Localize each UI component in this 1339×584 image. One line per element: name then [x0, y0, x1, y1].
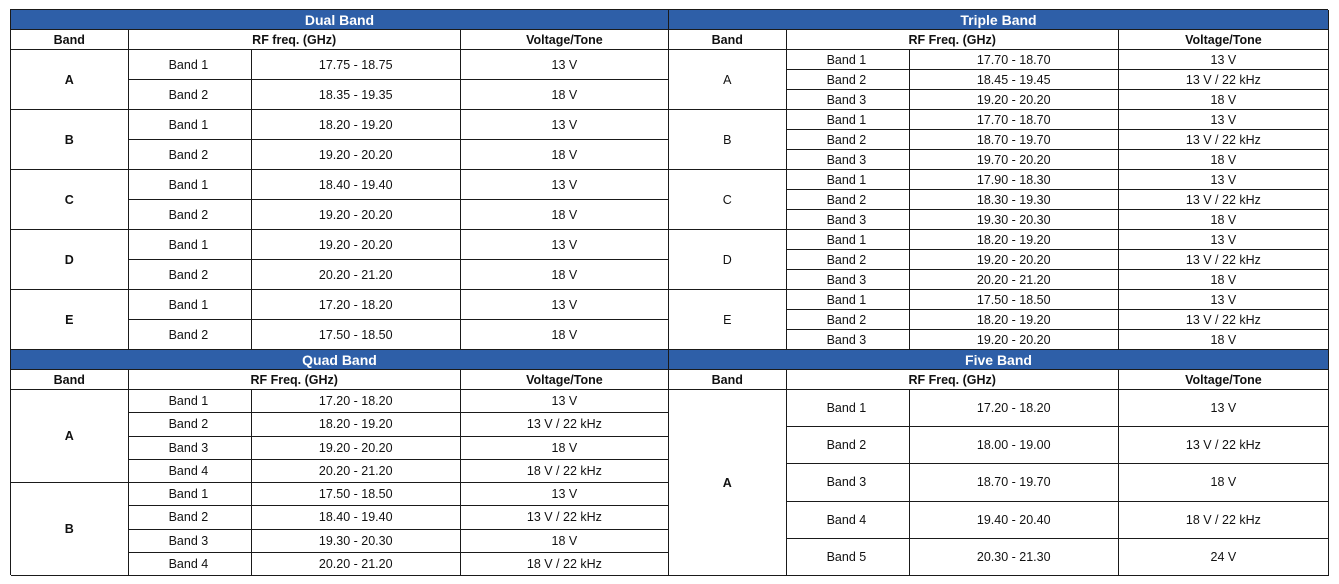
- sub-band-label: Band 1: [128, 483, 251, 506]
- band-group-label: D: [11, 230, 128, 290]
- table-row: [669, 390, 1329, 427]
- sub-band-label: Band 2: [128, 506, 251, 529]
- column-header-voltage-tone: Voltage/Tone: [1118, 30, 1328, 50]
- triple-band-panel: [669, 10, 1329, 350]
- band-group-label: D: [669, 230, 786, 290]
- table-row: [11, 290, 669, 320]
- table-row: [669, 170, 1329, 190]
- voltage-tone-value: 13 V: [460, 290, 668, 320]
- table-row: [669, 50, 1329, 70]
- column-header-voltage-tone: Voltage/Tone: [1118, 370, 1328, 390]
- rf-frequency-range: 17.20 - 18.20: [251, 290, 460, 320]
- voltage-tone-value: 18 V: [1118, 90, 1328, 110]
- sub-band-label: Band 3: [786, 330, 909, 350]
- rf-frequency-range: 17.90 - 18.30: [909, 170, 1118, 190]
- column-header-band: Band: [669, 30, 786, 50]
- voltage-tone-value: 13 V: [460, 110, 668, 140]
- voltage-tone-value: 18 V: [1118, 330, 1328, 350]
- sub-band-label: Band 4: [128, 459, 251, 482]
- sub-band-label: Band 2: [786, 250, 909, 270]
- sub-band-label: Band 2: [128, 413, 251, 436]
- rf-frequency-range: 17.50 - 18.50: [909, 290, 1118, 310]
- sub-band-label: Band 1: [128, 290, 251, 320]
- rf-frequency-range: 17.50 - 18.50: [251, 483, 460, 506]
- voltage-tone-value: 18 V: [460, 140, 668, 170]
- voltage-tone-value: 18 V: [460, 320, 668, 350]
- voltage-tone-value: 24 V: [1118, 538, 1328, 575]
- rf-frequency-range: 19.30 - 20.30: [909, 210, 1118, 230]
- band-group-label: C: [669, 170, 786, 230]
- rf-frequency-range: 17.50 - 18.50: [251, 320, 460, 350]
- voltage-tone-value: 13 V / 22 kHz: [1118, 130, 1328, 150]
- column-header-voltage-tone: Voltage/Tone: [460, 370, 668, 390]
- voltage-tone-value: 18 V: [1118, 150, 1328, 170]
- rf-frequency-range: 17.70 - 18.70: [909, 110, 1118, 130]
- voltage-tone-value: 13 V / 22 kHz: [1118, 427, 1328, 464]
- band-table: [669, 350, 1329, 576]
- band-group-label: B: [11, 483, 128, 576]
- rf-frequency-range: 19.20 - 20.20: [251, 200, 460, 230]
- rf-frequency-range: 19.20 - 20.20: [251, 230, 460, 260]
- sub-band-label: Band 4: [786, 501, 909, 538]
- sub-band-label: Band 2: [128, 140, 251, 170]
- sub-band-label: Band 5: [786, 538, 909, 575]
- voltage-tone-value: 13 V: [460, 483, 668, 506]
- sub-band-label: Band 1: [128, 230, 251, 260]
- sub-band-label: Band 3: [786, 90, 909, 110]
- voltage-tone-value: 18 V: [460, 436, 668, 459]
- band-group-label: A: [11, 50, 128, 110]
- table-row: [11, 50, 669, 80]
- voltage-tone-value: 13 V: [1118, 110, 1328, 130]
- table-title: Quad Band: [11, 350, 669, 370]
- rf-frequency-range: 18.40 - 19.40: [251, 170, 460, 200]
- rf-frequency-range: 19.40 - 20.40: [909, 501, 1118, 538]
- table-row: [11, 110, 669, 140]
- rf-frequency-range: 19.30 - 20.30: [251, 529, 460, 552]
- column-header-rf-freq: RF freq. (GHz): [128, 30, 460, 50]
- column-header-rf-freq: RF Freq. (GHz): [786, 30, 1118, 50]
- rf-frequency-range: 18.20 - 19.20: [909, 230, 1118, 250]
- voltage-tone-value: 13 V: [1118, 50, 1328, 70]
- sub-band-label: Band 4: [128, 552, 251, 575]
- table-row: [11, 230, 669, 260]
- voltage-tone-value: 13 V: [460, 390, 668, 413]
- voltage-tone-value: 13 V / 22 kHz: [1118, 250, 1328, 270]
- rf-frequency-range: 20.20 - 21.20: [251, 260, 460, 290]
- table-title: Dual Band: [11, 10, 669, 30]
- rf-frequency-range: 17.20 - 18.20: [251, 390, 460, 413]
- table-title: Five Band: [669, 350, 1329, 370]
- dual-band-panel: [11, 10, 669, 350]
- voltage-tone-value: 18 V: [460, 529, 668, 552]
- rf-frequency-range: 18.00 - 19.00: [909, 427, 1118, 464]
- table-row: [669, 230, 1329, 250]
- sub-band-label: Band 1: [786, 230, 909, 250]
- sub-band-label: Band 3: [786, 210, 909, 230]
- column-header-rf-freq: RF Freq. (GHz): [786, 370, 1118, 390]
- voltage-tone-value: 13 V / 22 kHz: [1118, 190, 1328, 210]
- voltage-tone-value: 13 V / 22 kHz: [1118, 70, 1328, 90]
- rf-frequency-range: 19.20 - 20.20: [251, 140, 460, 170]
- sub-band-label: Band 2: [786, 70, 909, 90]
- rf-frequency-range: 17.20 - 18.20: [909, 390, 1118, 427]
- voltage-tone-value: 18 V: [1118, 210, 1328, 230]
- rf-frequency-range: 18.35 - 19.35: [251, 80, 460, 110]
- rf-frequency-range: 17.75 - 18.75: [251, 50, 460, 80]
- sub-band-label: Band 1: [786, 50, 909, 70]
- table-title: Triple Band: [669, 10, 1329, 30]
- voltage-tone-value: 18 V: [460, 80, 668, 110]
- band-group-label: A: [669, 390, 786, 576]
- table-row: [11, 483, 669, 506]
- voltage-tone-value: 18 V / 22 kHz: [1118, 501, 1328, 538]
- column-header-voltage-tone: Voltage/Tone: [460, 30, 668, 50]
- voltage-tone-value: 13 V / 22 kHz: [460, 506, 668, 529]
- rf-frequency-range: 18.40 - 19.40: [251, 506, 460, 529]
- sub-band-label: Band 3: [128, 529, 251, 552]
- table-row: [11, 170, 669, 200]
- rf-frequency-range: 20.20 - 21.20: [251, 552, 460, 575]
- sub-band-label: Band 3: [786, 150, 909, 170]
- sub-band-label: Band 2: [128, 200, 251, 230]
- sub-band-label: Band 3: [786, 270, 909, 290]
- sub-band-label: Band 1: [128, 110, 251, 140]
- table-row: [669, 290, 1329, 310]
- sub-band-label: Band 1: [128, 170, 251, 200]
- band-group-label: A: [669, 50, 786, 110]
- sub-band-label: Band 2: [786, 190, 909, 210]
- voltage-tone-value: 13 V: [460, 170, 668, 200]
- band-group-label: A: [11, 390, 128, 483]
- voltage-tone-value: 13 V: [1118, 290, 1328, 310]
- rf-frequency-range: 19.20 - 20.20: [251, 436, 460, 459]
- sub-band-label: Band 1: [128, 50, 251, 80]
- band-group-label: E: [11, 290, 128, 350]
- sub-band-label: Band 2: [786, 310, 909, 330]
- sub-band-label: Band 1: [128, 390, 251, 413]
- rf-frequency-range: 20.30 - 21.30: [909, 538, 1118, 575]
- voltage-tone-value: 13 V / 22 kHz: [1118, 310, 1328, 330]
- voltage-tone-value: 13 V: [1118, 170, 1328, 190]
- band-group-label: E: [669, 290, 786, 350]
- voltage-tone-value: 18 V: [460, 260, 668, 290]
- rf-frequency-range: 18.45 - 19.45: [909, 70, 1118, 90]
- sub-band-label: Band 1: [786, 170, 909, 190]
- voltage-tone-value: 18 V / 22 kHz: [460, 552, 668, 575]
- sub-band-label: Band 1: [786, 110, 909, 130]
- sub-band-label: Band 3: [786, 464, 909, 501]
- rf-frequency-range: 19.20 - 20.20: [909, 250, 1118, 270]
- rf-frequency-range: 18.20 - 19.20: [251, 413, 460, 436]
- column-header-rf-freq: RF Freq. (GHz): [128, 370, 460, 390]
- rf-frequency-range: 18.20 - 19.20: [909, 310, 1118, 330]
- voltage-tone-value: 13 V: [460, 50, 668, 80]
- band-table: [11, 350, 669, 576]
- band-table: [669, 10, 1329, 350]
- rf-frequency-range: 17.70 - 18.70: [909, 50, 1118, 70]
- voltage-tone-value: 13 V: [460, 230, 668, 260]
- table-row: [11, 390, 669, 413]
- voltage-tone-value: 13 V: [1118, 390, 1328, 427]
- sub-band-label: Band 1: [786, 390, 909, 427]
- voltage-tone-value: 18 V: [1118, 270, 1328, 290]
- column-header-band: Band: [11, 370, 128, 390]
- band-group-label: B: [11, 110, 128, 170]
- rf-frequency-range: 20.20 - 21.20: [909, 270, 1118, 290]
- rf-frequency-range: 18.70 - 19.70: [909, 130, 1118, 150]
- column-header-band: Band: [669, 370, 786, 390]
- voltage-tone-value: 13 V: [1118, 230, 1328, 250]
- sub-band-label: Band 2: [128, 320, 251, 350]
- rf-frequency-range: 18.20 - 19.20: [251, 110, 460, 140]
- band-tables-sheet: [10, 9, 1328, 575]
- sub-band-label: Band 2: [128, 80, 251, 110]
- voltage-tone-value: 18 V / 22 kHz: [460, 459, 668, 482]
- band-group-label: C: [11, 170, 128, 230]
- quad-band-panel: [11, 350, 669, 576]
- band-table: [11, 10, 669, 350]
- sub-band-label: Band 3: [128, 436, 251, 459]
- band-group-label: B: [669, 110, 786, 170]
- voltage-tone-value: 18 V: [1118, 464, 1328, 501]
- sub-band-label: Band 2: [786, 130, 909, 150]
- rf-frequency-range: 18.70 - 19.70: [909, 464, 1118, 501]
- five-band-panel: [669, 350, 1329, 576]
- rf-frequency-range: 19.70 - 20.20: [909, 150, 1118, 170]
- voltage-tone-value: 13 V / 22 kHz: [460, 413, 668, 436]
- column-header-band: Band: [11, 30, 128, 50]
- sub-band-label: Band 2: [786, 427, 909, 464]
- rf-frequency-range: 19.20 - 20.20: [909, 330, 1118, 350]
- rf-frequency-range: 19.20 - 20.20: [909, 90, 1118, 110]
- sub-band-label: Band 2: [128, 260, 251, 290]
- sub-band-label: Band 1: [786, 290, 909, 310]
- rf-frequency-range: 20.20 - 21.20: [251, 459, 460, 482]
- voltage-tone-value: 18 V: [460, 200, 668, 230]
- rf-frequency-range: 18.30 - 19.30: [909, 190, 1118, 210]
- table-row: [669, 110, 1329, 130]
